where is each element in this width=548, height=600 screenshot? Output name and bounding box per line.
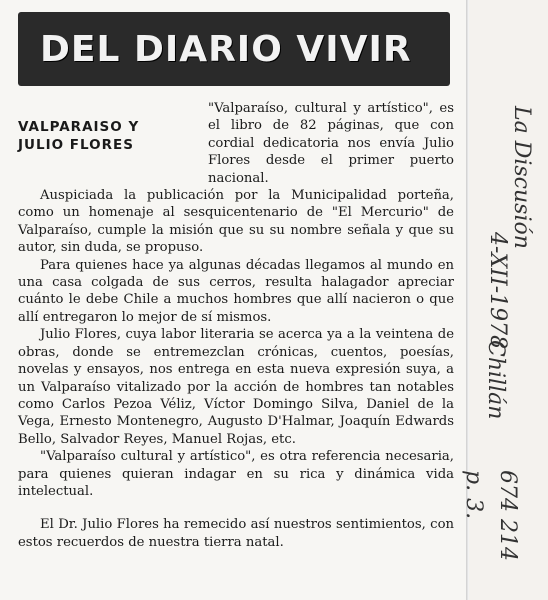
column-title: DEL DIARIO VIVIR [40, 28, 412, 70]
headline-line: VALPARAISO Y [18, 119, 140, 135]
handwritten-reference: 674 214 [495, 470, 520, 561]
article-paragraph: El Dr. Julio Flores ha remecido así nuestros sentimientos, con estos recuerdos de nuestra tierra natal. [18, 517, 454, 550]
article-paragraph: Auspiciada la publicación por la Municipalidad porteña, como un homenaje al sesquicentenario de "El Mercurio" de Valparaíso, cumple la misión que su su nombre señala y que su autor, sin duda, se propuso. [18, 188, 454, 256]
handwritten-annotation [461, 0, 548, 600]
handwritten-city: Chillán [483, 340, 508, 420]
article-paragraph: Para quienes hace ya algunas décadas llegamos al mundo en una casa colgada de sus cerros, resulta halagador apreciar cuánto le debe Chile a muchos hombres que allí nacieron o que allí entregaron lo mejor de sí mismos. [18, 257, 454, 325]
headline-line: JULIO FLORES [18, 137, 134, 153]
handwritten-date: 4-XII-1978 [485, 232, 510, 350]
handwritten-page: p. 3. [461, 470, 486, 520]
article-headline [18, 118, 198, 154]
article-body [18, 100, 454, 551]
column-masthead [18, 12, 450, 86]
article-paragraph: "Valparaíso cultural y artístico", es otra referencia necesaria, para quienes quieran indagar en su rica y dinámica vida intelectual. [18, 449, 454, 499]
article-paragraph: "Valparaíso, cultural y artístico", es el libro de 82 páginas, que con cordial dedicatoria nos envía Julio Flores desde el primer puerto nacional. [208, 101, 454, 186]
article-paragraph: Julio Flores, cuya labor literaria se acerca ya a la veintena de obras, donde se entremezclan crónicas, cuentos, poesías, novelas y ensayos, nos entrega en esta nueva expresión suya, a un Valparaíso vitalizado por la acción de hombres tan notables como Carlos Pezoa Véliz, Víctor Domingo Silva, Daniel de la Vega, Ernesto Montenegro, Augusto D'Halmar, Joaquín Edwards Bello, Salvador Reyes, Manuel Rojas, etc. [18, 327, 454, 447]
handwritten-source: La Discusión [509, 106, 534, 249]
